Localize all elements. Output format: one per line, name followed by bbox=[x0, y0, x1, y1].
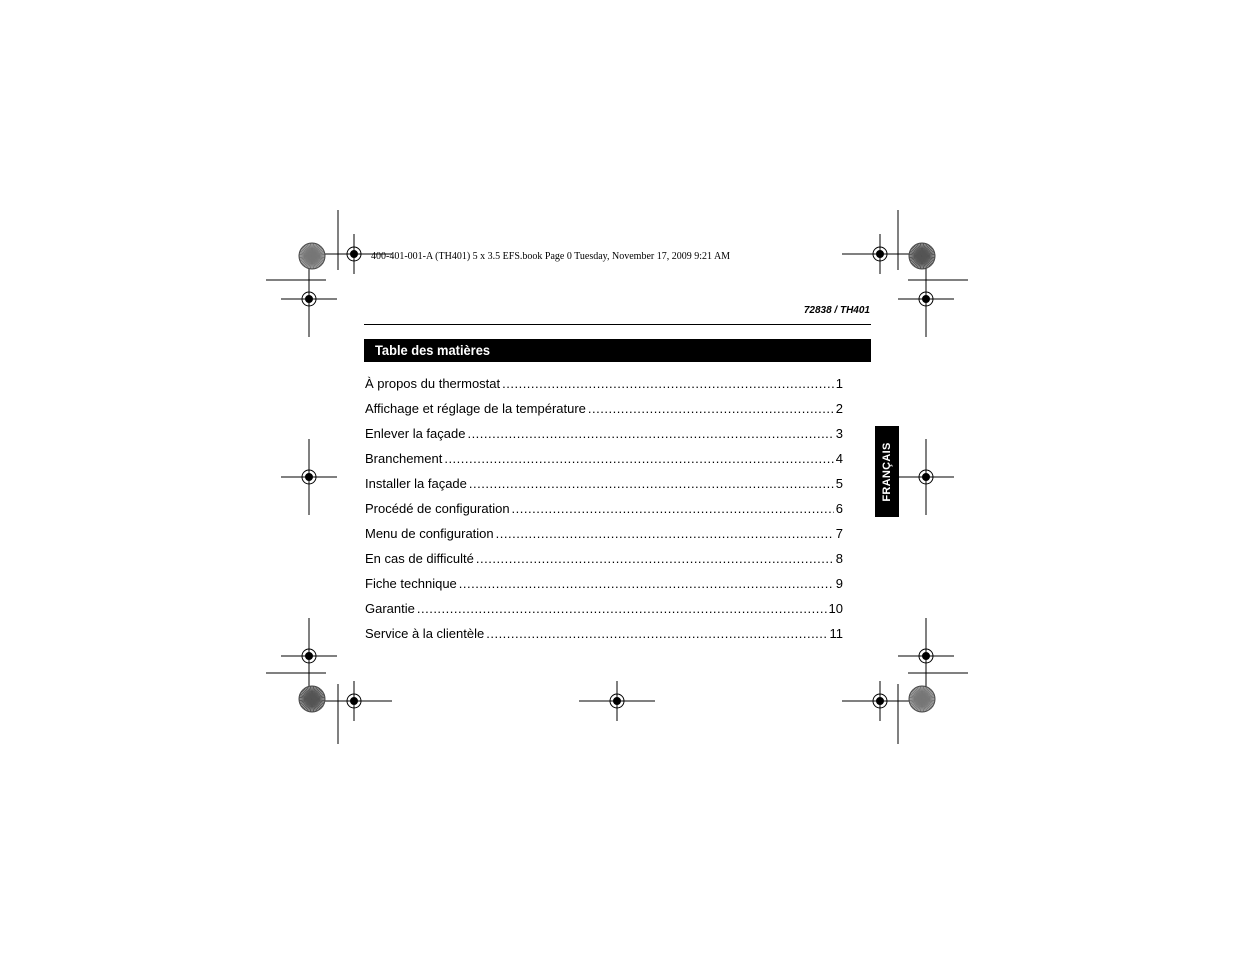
registration-mark bbox=[281, 618, 337, 694]
toc-leader-dots bbox=[467, 424, 833, 444]
toc-entry[interactable] bbox=[365, 449, 843, 474]
toc-entry-label: Branchement bbox=[365, 451, 443, 466]
toc-leader-dots bbox=[469, 474, 834, 494]
toc-leader-dots bbox=[496, 524, 834, 544]
toc-entry[interactable] bbox=[365, 474, 843, 499]
registration-mark bbox=[842, 681, 918, 721]
toc-entry-label: Garantie bbox=[365, 601, 415, 616]
registration-mark bbox=[898, 261, 954, 337]
file-slug-line: 400-401-001-A (TH401) 5 x 3.5 EFS.book Page 0 Tuesday, November 17, 2009 9:21 AM bbox=[371, 251, 731, 262]
table-of-contents bbox=[365, 374, 843, 649]
toc-entry-label: Enlever la façade bbox=[365, 426, 466, 441]
registration-mark bbox=[316, 681, 392, 721]
toc-entry[interactable] bbox=[365, 424, 843, 449]
header-rule bbox=[364, 324, 871, 325]
toc-entry-label: Menu de configuration bbox=[365, 526, 494, 541]
starburst-mark bbox=[299, 243, 325, 269]
toc-entry-page: 11 bbox=[829, 626, 843, 641]
language-tab-label: FRANÇAIS bbox=[881, 441, 893, 502]
toc-leader-dots bbox=[476, 549, 834, 569]
toc-entry[interactable] bbox=[365, 399, 843, 424]
toc-entry-label: Affichage et réglage de la température bbox=[365, 401, 586, 416]
toc-entry-label: À propos du thermostat bbox=[365, 376, 501, 391]
toc-entry-page: 8 bbox=[835, 551, 843, 566]
starburst-mark bbox=[299, 686, 325, 712]
toc-entry-page: 10 bbox=[828, 601, 843, 616]
toc-entry-label: Service à la clientèle bbox=[365, 626, 485, 641]
toc-entry[interactable] bbox=[365, 624, 843, 649]
registration-mark bbox=[579, 681, 655, 721]
registration-mark bbox=[281, 439, 337, 515]
toc-entry[interactable] bbox=[365, 374, 843, 399]
toc-leader-dots bbox=[502, 374, 834, 394]
toc-entry-page: 7 bbox=[835, 526, 843, 541]
toc-entry-label: Procédé de configuration bbox=[365, 501, 510, 516]
toc-leader-dots bbox=[459, 574, 834, 594]
toc-entry-page: 4 bbox=[835, 451, 843, 466]
toc-entry[interactable] bbox=[365, 574, 843, 599]
language-tab bbox=[875, 426, 899, 517]
starburst-mark bbox=[909, 686, 935, 712]
toc-entry-page: 1 bbox=[835, 376, 843, 391]
section-title: Table des matières bbox=[375, 342, 491, 358]
toc-entry-page: 5 bbox=[835, 476, 843, 491]
toc-entry[interactable] bbox=[365, 549, 843, 574]
starburst-mark bbox=[909, 243, 935, 269]
toc-leader-dots bbox=[444, 449, 833, 469]
model-number: 72838 / TH401 bbox=[803, 305, 870, 316]
registration-mark bbox=[842, 234, 918, 274]
toc-leader-dots bbox=[512, 499, 834, 519]
registration-mark bbox=[281, 261, 337, 337]
toc-entry-page: 9 bbox=[835, 576, 843, 591]
section-title-bar bbox=[364, 339, 871, 362]
toc-leader-dots bbox=[417, 599, 827, 619]
registration-mark bbox=[898, 439, 954, 515]
toc-entry-label: Fiche technique bbox=[365, 576, 457, 591]
toc-entry-page: 2 bbox=[835, 401, 843, 416]
registration-mark bbox=[898, 618, 954, 694]
toc-leader-dots bbox=[486, 624, 827, 644]
toc-leader-dots bbox=[588, 399, 834, 419]
toc-entry[interactable] bbox=[365, 499, 843, 524]
toc-entry[interactable] bbox=[365, 599, 843, 624]
toc-entry[interactable] bbox=[365, 524, 843, 549]
toc-entry-page: 6 bbox=[835, 501, 843, 516]
toc-entry-label: Installer la façade bbox=[365, 476, 467, 491]
toc-entry-page: 3 bbox=[835, 426, 843, 441]
toc-entry-label: En cas de difficulté bbox=[365, 551, 474, 566]
